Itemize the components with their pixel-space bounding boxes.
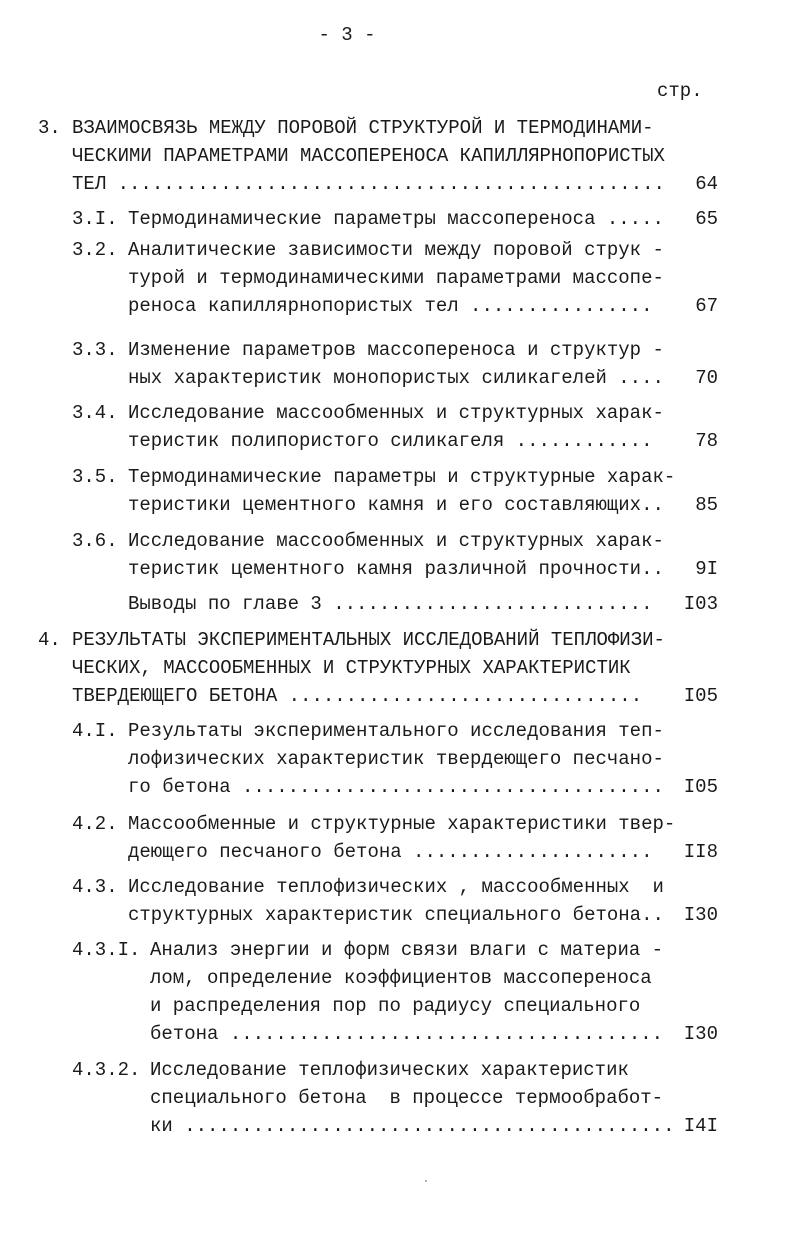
toc-page-number: 78 <box>695 430 718 452</box>
toc-entry-text: Исследование теплофизических характеристик <box>150 1059 629 1081</box>
toc-line <box>0 964 794 992</box>
toc-entry-number: 3.4. <box>72 402 118 424</box>
toc-page-number: I30 <box>683 1023 718 1045</box>
toc-line <box>0 1020 794 1048</box>
toc-entry-number: 4.3.2. <box>72 1059 141 1081</box>
toc-line <box>0 427 794 455</box>
page-column-header: стр. <box>657 80 703 102</box>
toc-line <box>0 114 794 142</box>
toc-page-number: 65 <box>695 208 718 230</box>
toc-entry <box>0 1056 794 1140</box>
toc-entry-text: Исследование массообменных и структурных харак- <box>128 530 664 552</box>
toc-page-number: 64 <box>695 173 718 195</box>
toc-entry <box>0 399 794 455</box>
toc-entry-text: Термодинамические параметры массопереноса ..... <box>128 208 664 230</box>
toc-entry-text: теристик полипористого силикагеля ............ <box>128 430 653 452</box>
toc-line <box>0 463 794 491</box>
toc-entry-text: Результаты экспериментального исследования теп- <box>128 720 664 742</box>
toc-entry-text: го бетона ..................................... <box>128 776 664 798</box>
toc-page-number: I05 <box>683 685 718 707</box>
toc-entry-number: 3.2. <box>72 239 118 261</box>
toc-entry-text: ВЗАИМОСВЯЗЬ МЕЖДУ ПОРОВОЙ СТРУКТУРОЙ И ТЕРМОДИНАМИ- <box>72 117 654 139</box>
toc-line <box>0 236 794 264</box>
toc-entry-text: специального бетона в процессе термообработ- <box>150 1087 664 1109</box>
toc-entry-number: 4.I. <box>72 720 118 742</box>
toc-line <box>0 992 794 1020</box>
toc-line <box>0 205 794 233</box>
toc-entry-text: лофизических характеристик твердеющего песчано- <box>128 748 664 770</box>
toc-line <box>0 555 794 583</box>
page-number <box>0 24 794 46</box>
toc-entry-text: Изменение параметров массопереноса и структур - <box>128 339 664 361</box>
toc-entry-text: Массообменные и структурные характеристики твер- <box>128 813 676 835</box>
toc-entry-text: ТЕЛ ................................................ <box>72 173 665 195</box>
toc-entry-text: Термодинамические параметры и структурные харак- <box>128 466 676 488</box>
toc-entry-text: бетона ...................................... <box>150 1023 664 1045</box>
toc-line <box>0 873 794 901</box>
toc-entry <box>0 717 794 801</box>
toc-entry-number: 3. <box>38 117 61 139</box>
toc-entry <box>0 114 794 198</box>
toc-entry-text: структурных характеристик специального бетона.. <box>128 904 664 926</box>
toc-entry-text: ЧЕСКИХ, МАССООБМЕННЫХ И СТРУКТУРНЫХ ХАРАКТЕРИСТИК <box>72 657 631 679</box>
toc-entry <box>0 810 794 866</box>
toc-line <box>0 1056 794 1084</box>
toc-line <box>0 626 794 654</box>
toc-line <box>0 654 794 682</box>
toc-entry <box>0 626 794 710</box>
toc-line <box>0 773 794 801</box>
toc-line <box>0 901 794 929</box>
toc-line <box>0 838 794 866</box>
toc-line <box>0 590 794 618</box>
toc-page-number: 67 <box>695 295 718 317</box>
toc-entry <box>0 205 794 233</box>
toc-entry <box>0 236 794 320</box>
toc-line <box>0 364 794 392</box>
toc-line <box>0 336 794 364</box>
scan-speck <box>425 1180 427 1182</box>
toc-entry-number: 4. <box>38 629 61 651</box>
toc-entry-text: деющего песчаного бетона ..................... <box>128 841 653 863</box>
toc-entry-text: турой и термодинамическими параметрами массопе- <box>128 267 664 289</box>
toc-entry-text: Выводы по главе 3 ............................ <box>128 593 653 615</box>
toc-line <box>0 170 794 198</box>
toc-entry-text: реноса капиллярнопористых тел ................ <box>128 295 653 317</box>
toc-entry-number: 3.6. <box>72 530 118 552</box>
toc-page-number: I03 <box>683 593 718 615</box>
toc-line <box>0 1084 794 1112</box>
toc-line <box>0 1112 794 1140</box>
toc-entry <box>0 590 794 618</box>
page-number-text: - 3 - <box>318 24 376 46</box>
toc-page-number: 70 <box>695 367 718 389</box>
toc-entry-number: 3.I. <box>72 208 118 230</box>
toc-entry-text: Анализ энергии и форм связи влаги с материа - <box>150 939 664 961</box>
toc-entry <box>0 873 794 929</box>
toc-entry-text: Исследование теплофизических , массообменных и <box>128 876 664 898</box>
toc-entry-text: Исследование массообменных и структурных харак- <box>128 402 664 424</box>
toc-entry-number: 4.2. <box>72 813 118 835</box>
toc-page-number: 9I <box>695 558 718 580</box>
toc-entry-text: ки ........................................... <box>150 1115 675 1137</box>
toc-entry-number: 4.3. <box>72 876 118 898</box>
toc-entry <box>0 463 794 519</box>
toc-line <box>0 142 794 170</box>
toc-page-number: I30 <box>683 904 718 926</box>
toc-line <box>0 264 794 292</box>
toc-entry-text: лом, определение коэффициентов массопереноса <box>150 967 652 989</box>
toc-entry-number: 3.3. <box>72 339 118 361</box>
toc-line <box>0 399 794 427</box>
toc-line <box>0 936 794 964</box>
toc-page-number: I4I <box>683 1115 718 1137</box>
toc-entry-number: 4.3.I. <box>72 939 141 961</box>
toc-entry-text: РЕЗУЛЬТАТЫ ЭКСПЕРИМЕНТАЛЬНЫХ ИССЛЕДОВАНИЙ ТЕПЛОФИЗИ- <box>72 629 665 651</box>
toc-entry <box>0 527 794 583</box>
toc-page-number: II8 <box>683 841 718 863</box>
toc-entry-text: ных характеристик монопористых силикагелей .... <box>128 367 664 389</box>
toc-line <box>0 810 794 838</box>
toc-line <box>0 292 794 320</box>
toc-line <box>0 717 794 745</box>
toc-entry-text: и распределения пор по радиусу специального <box>150 995 641 1017</box>
toc-entry-number: 3.5. <box>72 466 118 488</box>
toc-line <box>0 745 794 773</box>
toc-entry-text: теристик цементного камня различной прочности.. <box>128 558 664 580</box>
toc-line <box>0 491 794 519</box>
toc-page-number: I05 <box>683 776 718 798</box>
toc-page-number: 85 <box>695 494 718 516</box>
toc-entry-text: ТВЕРДЕЮЩЕГО БЕТОНА ............................... <box>72 685 643 707</box>
toc-entry-text: Аналитические зависимости между поровой струк - <box>128 239 664 261</box>
toc-entry-text: теристики цементного камня и его составляющих.. <box>128 494 664 516</box>
toc-line <box>0 682 794 710</box>
toc-line <box>0 527 794 555</box>
toc-entry <box>0 336 794 392</box>
toc-entry <box>0 936 794 1048</box>
toc-entry-text: ЧЕСКИМИ ПАРАМЕТРАМИ МАССОПЕРЕНОСА КАПИЛЛЯРНОПОРИСТЫХ <box>72 145 665 167</box>
